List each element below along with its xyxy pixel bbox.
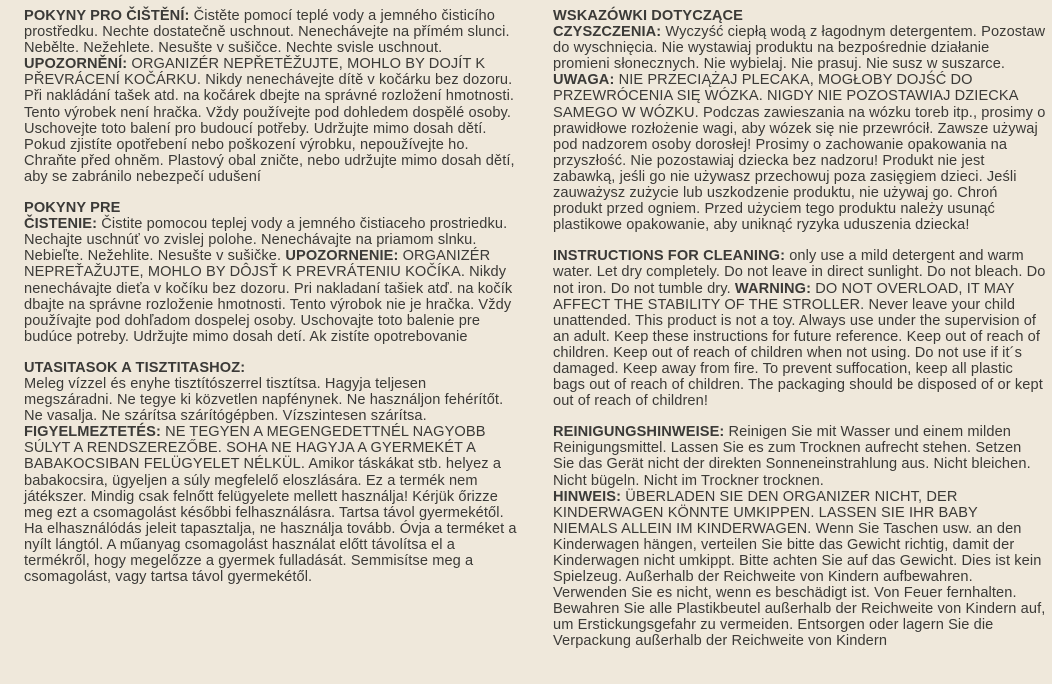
section-czech-cleaning-instructions: POKYNY PRO ČIŠTĚNÍ: Čistěte pomocí teplé vody a jemného čisticího prostředku. Nechte dostatečně uschnout. Nenechávejte na přímém slunci. Nebělte. Nežehlete. Nesušte v sušičce. Nechte svisle uschnout. UPOZORNĚNÍ: ORGANIZÉR NEPŘETĚŽUJTE, MOHLO BY DOJÍT K PŘEVRÁCENÍ KOČÁRKU. Nikdy nenechávejte dítě v kočárku bez dozoru. Při nakládání tašek atd. na kočárek dbejte na správné rozložení hmotnosti. Tento výrobek není hračka. Vždy používejte pod dohledem dospělé osoby. Uschovejte toto balení pro budoucí potřeby. Udržujte mimo dosah dětí. Pokud zjistíte opotřebení nebo poškození výrobku, nepoužívejte ho. Chraňte před ohněm. Plastový obal zničte, nebo udržujte mimo dosah dětí, aby se zabránilo nebezpečí udušení <box>24 8 515 185</box>
section-english-cleaning-instructions: INSTRUCTIONS FOR CLEANING: only use a mild detergent and warm water. Let dry completely. Do not leave in direct sunlight. Do not bleach. Do not iron. Do not tumble dry. WARNING: DO NOT OVERLOAD, IT MAY AFFECT THE STABILITY OF THE STROLLER. Never leave your child unattended. This product is not a toy. Always use under the supervision of an adult. Keep these instructions for future reference. Keep out of reach of children. Keep out of reach of children when not using. Do not use if it´s damaged. Keep away from fire. To prevent suffocation, keep all plastic bags out of reach of children. The packaging should be disposed of or kept out of reach of children! <box>553 248 1046 410</box>
left-column <box>24 8 517 680</box>
section-polish-cleaning-instructions: WSKAZÓWKI DOTYCZĄCE CZYSZCZENIA: Wyczyść ciepłą wodą z łagodnym detergentem. Pozostaw do wyschnięcia. Nie wystawiaj produktu na bezpośrednie działanie promieni słonecznych. Nie wybielaj. Nie prasuj. Nie susz w suszarce. UWAGA: NIE PRZECIĄŻAJ PLECAKA, MOGŁOBY DOJŚĆ DO PRZEWRÓCENIA SIĘ WÓZKA. NIGDY NIE POZOSTAWIAJ DZIECKA SAMEGO W WÓZKU. Podczas zawieszania na wózku toreb itp., prosimy o prawidłowe rozłożenie wagi, aby wózek się nie przewrócił. Zawsze używaj pod nadzorem osoby dorosłej! Prosimy o zachowanie opakowania na przyszłość. Nie pozostawiaj dziecka bez nadzoru! Produkt nie jest zabawką, jeśli go nie używasz przechowuj poza zasięgiem dzieci. Jeśli zauważysz zużycie lub uszkodzenie produktu, nie używaj go. Chroń produkt przed ogniem. Przed użyciem tego produktu należy usunąć plastikowe opakowanie, aby uniknąć ryzyka uduszenia dziecka! <box>553 8 1046 234</box>
section-slovak-cleaning-instructions: POKYNY PRE ČISTENIE: Čistite pomocou teplej vody a jemného čistiaceho prostriedku. Nechajte uschnúť vo zvislej polohe. Nenechávajte na priamom slnku. Nebieľte. Nežehlite. Nesušte v sušičke. UPOZORNENIE: ORGANIZÉR NEPREŤAŽUJTE, MOHLO BY DÔJSŤ K PREVRÁTENIU KOČÍKA. Nikdy nenechávajte dieťa v kočíku bez dozoru. Pri nakladaní tašiek atď. na kočík dbajte na správne rozloženie hmotnosti. Tento výrobok nie je hračka. Vždy používajte pod dohľadom dospelej osoby. Uschovajte toto balenie pre budúce potreby. Udržujte mimo dosah detí. Ak zistíte opotrebovanie <box>24 200 513 345</box>
right-column <box>541 8 1046 680</box>
section-german-cleaning-instructions: REINIGUNGSHINWEISE: Reinigen Sie mit Wasser und einem milden Reinigungsmittel. Lassen Sie es zum Trocknen aufrecht stehen. Setzen Sie das Gerät nicht der direkten Sonneneinstrahlung aus. Nicht bleichen. Nicht bügeln. Nicht im Trockner trocknen. HINWEIS: ÜBERLADEN SIE DEN ORGANIZER NICHT, DER KINDERWAGEN KÖNNTE UMKIPPEN. LASSEN SIE IHR BABY NIEMALS ALLEIN IM KINDERWAGEN. Wenn Sie Taschen usw. an den Kinderwagen hängen, verteilen Sie bitte das Gewicht richtig, damit der Kinderwagen nicht umkippt. Bitte achten Sie auf das Gewicht. Dies ist kein Spielzeug. Außerhalb der Reichweite von Kindern aufbewahren. Verwenden Sie es nicht, wenn es beschädigt ist. Von Feuer fernhalten. Bewahren Sie alle Plastikbeutel außerhalb der Reichweite von Kindern auf, um Erstickungsgefahr zu vermeiden. Entsorgen oder lagern Sie die Verpackung außerhalb der Reichweite von Kindern <box>553 424 1046 650</box>
section-hungarian-cleaning-instructions: UTASITASOK A TISZTITASHOZ: Meleg vízzel és enyhe tisztítószerrel tisztítsa. Hagyja teljesen megszáradni. Ne tegye ki közvetlen napfénynek. Ne használjon fehérítőt. Ne vasalja. Ne szárítsa szárítógépben. Vízszintesen szárítsa. FIGYELMEZTETÉS: NE TEGYEN A MEGENGEDETTNÉL NAGYOBB SÚLYT A RENDSZEREZŐBE. SOHA NE HAGYJA A GYERMEKÉT A BABAKOCSIBAN FELÜGYELET NÉLKÜL. Amikor táskákat stb. helyez a babakocsira, ügyeljen a súly megfelelő eloszlására. Ez a termék nem játékszer. Mindig csak felnőtt felügyelete mellett használja! Kérjük őrizze meg ezt a csomagolást későbbi felhasználásra. Tartsa távol gyermekétől. Ha elhasználódás jeleit tapasztalja, ne használja tovább. Óvja a terméket a nyílt lángtól. A műanyag csomagolást használat előtt távolítsa el a termékről, hogy megelőzze a gyermek fulladását. Semmisítse meg a csomagolást, vagy tartsa távol gyermekétől. <box>24 359 517 586</box>
